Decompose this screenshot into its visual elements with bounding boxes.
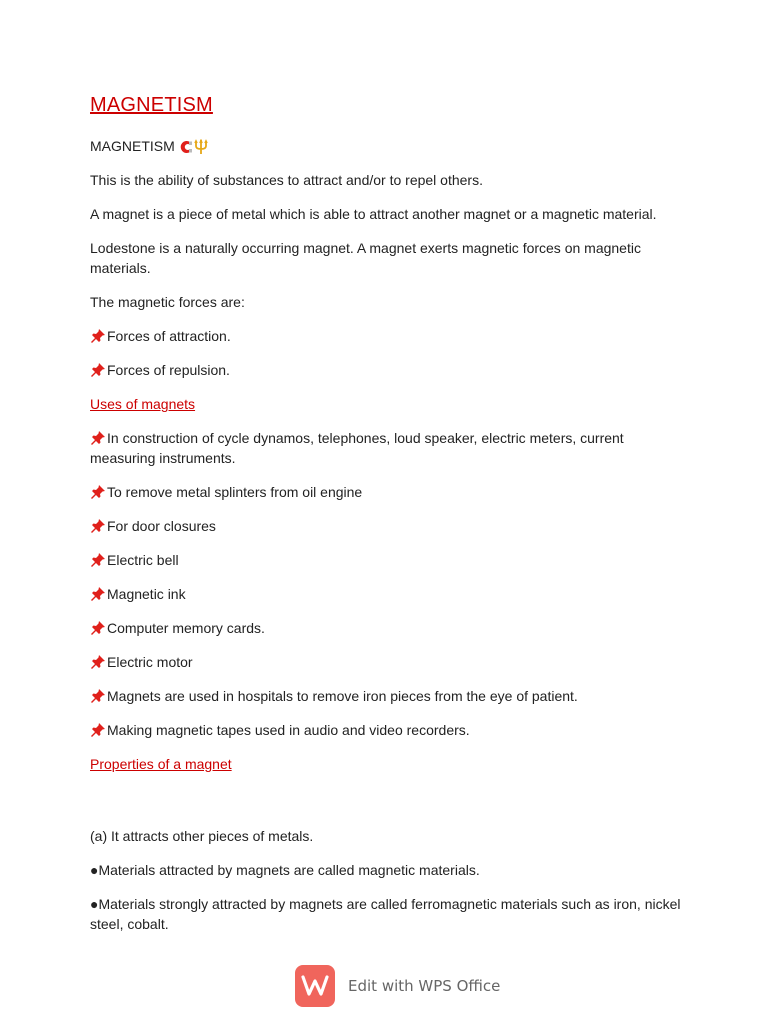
list-item (90, 550, 690, 570)
trident-icon (193, 139, 207, 153)
paragraph: Lodestone is a naturally occurring magnet. A magnet exerts magnetic forces on magnetic materials. (90, 240, 641, 276)
pushpin-icon (90, 518, 106, 534)
list-item-text: Making magnetic tapes used in audio and video recorders. (107, 722, 470, 738)
list-item-text: For door closures (107, 518, 216, 534)
pushpin-icon (90, 654, 106, 670)
property-item: (a) It attracts other pieces of metals. (90, 828, 314, 844)
list-item (90, 516, 690, 536)
pushpin-icon (90, 328, 106, 344)
pushpin-icon (90, 620, 106, 636)
list-item-text: Magnets are used in hospitals to remove iron pieces from the eye of patient. (107, 688, 578, 704)
list-item-text: Electric bell (107, 552, 179, 568)
list-item (90, 482, 690, 502)
list-item (90, 584, 690, 604)
list-item-text: In construction of cycle dynamos, telephones, loud speaker, electric meters, current measuring instruments. (90, 430, 624, 466)
properties-heading: Properties of a magnet (90, 756, 232, 772)
list-item-text: Forces of repulsion. (107, 362, 230, 378)
intro-label: MAGNETISM (90, 138, 175, 154)
paragraph: The magnetic forces are: (90, 294, 245, 310)
uses-heading: Uses of magnets (90, 396, 196, 412)
property-item: ●Materials attracted by magnets are called magnetic materials. (90, 862, 480, 878)
wps-edit-banner[interactable] (295, 965, 500, 1007)
magnet-icon (177, 139, 191, 153)
pushpin-icon (90, 722, 106, 738)
intro-line (90, 136, 690, 156)
pushpin-icon (90, 688, 106, 704)
list-item-text: Forces of attraction. (107, 328, 231, 344)
list-item (90, 686, 690, 706)
paragraph: A magnet is a piece of metal which is able to attract another magnet or a magnetic material. (90, 206, 657, 222)
property-item: ●Materials strongly attracted by magnets are called ferromagnetic materials such as iron, nickel steel, cobalt. (90, 896, 681, 932)
document-title: MAGNETISM (90, 94, 213, 116)
paragraph: This is the ability of substances to attract and/or to repel others. (90, 172, 483, 188)
pushpin-icon (90, 362, 106, 378)
list-item-text: Computer memory cards. (107, 620, 265, 636)
list-item (90, 428, 690, 468)
pushpin-icon (90, 586, 106, 602)
list-item-text: To remove metal splinters from oil engine (107, 484, 363, 500)
list-item-text: Magnetic ink (107, 586, 186, 602)
list-item (90, 326, 690, 346)
document-page (90, 92, 690, 948)
list-item (90, 618, 690, 638)
pushpin-icon (90, 430, 106, 446)
list-item-text: Electric motor (107, 654, 193, 670)
list-item (90, 360, 690, 380)
pushpin-icon (90, 552, 106, 568)
spacer (90, 788, 690, 826)
list-item (90, 720, 690, 740)
wps-edit-label[interactable]: Edit with WPS Office (348, 977, 501, 995)
wps-logo-icon[interactable] (295, 965, 335, 1007)
list-item (90, 652, 690, 672)
pushpin-icon (90, 484, 106, 500)
